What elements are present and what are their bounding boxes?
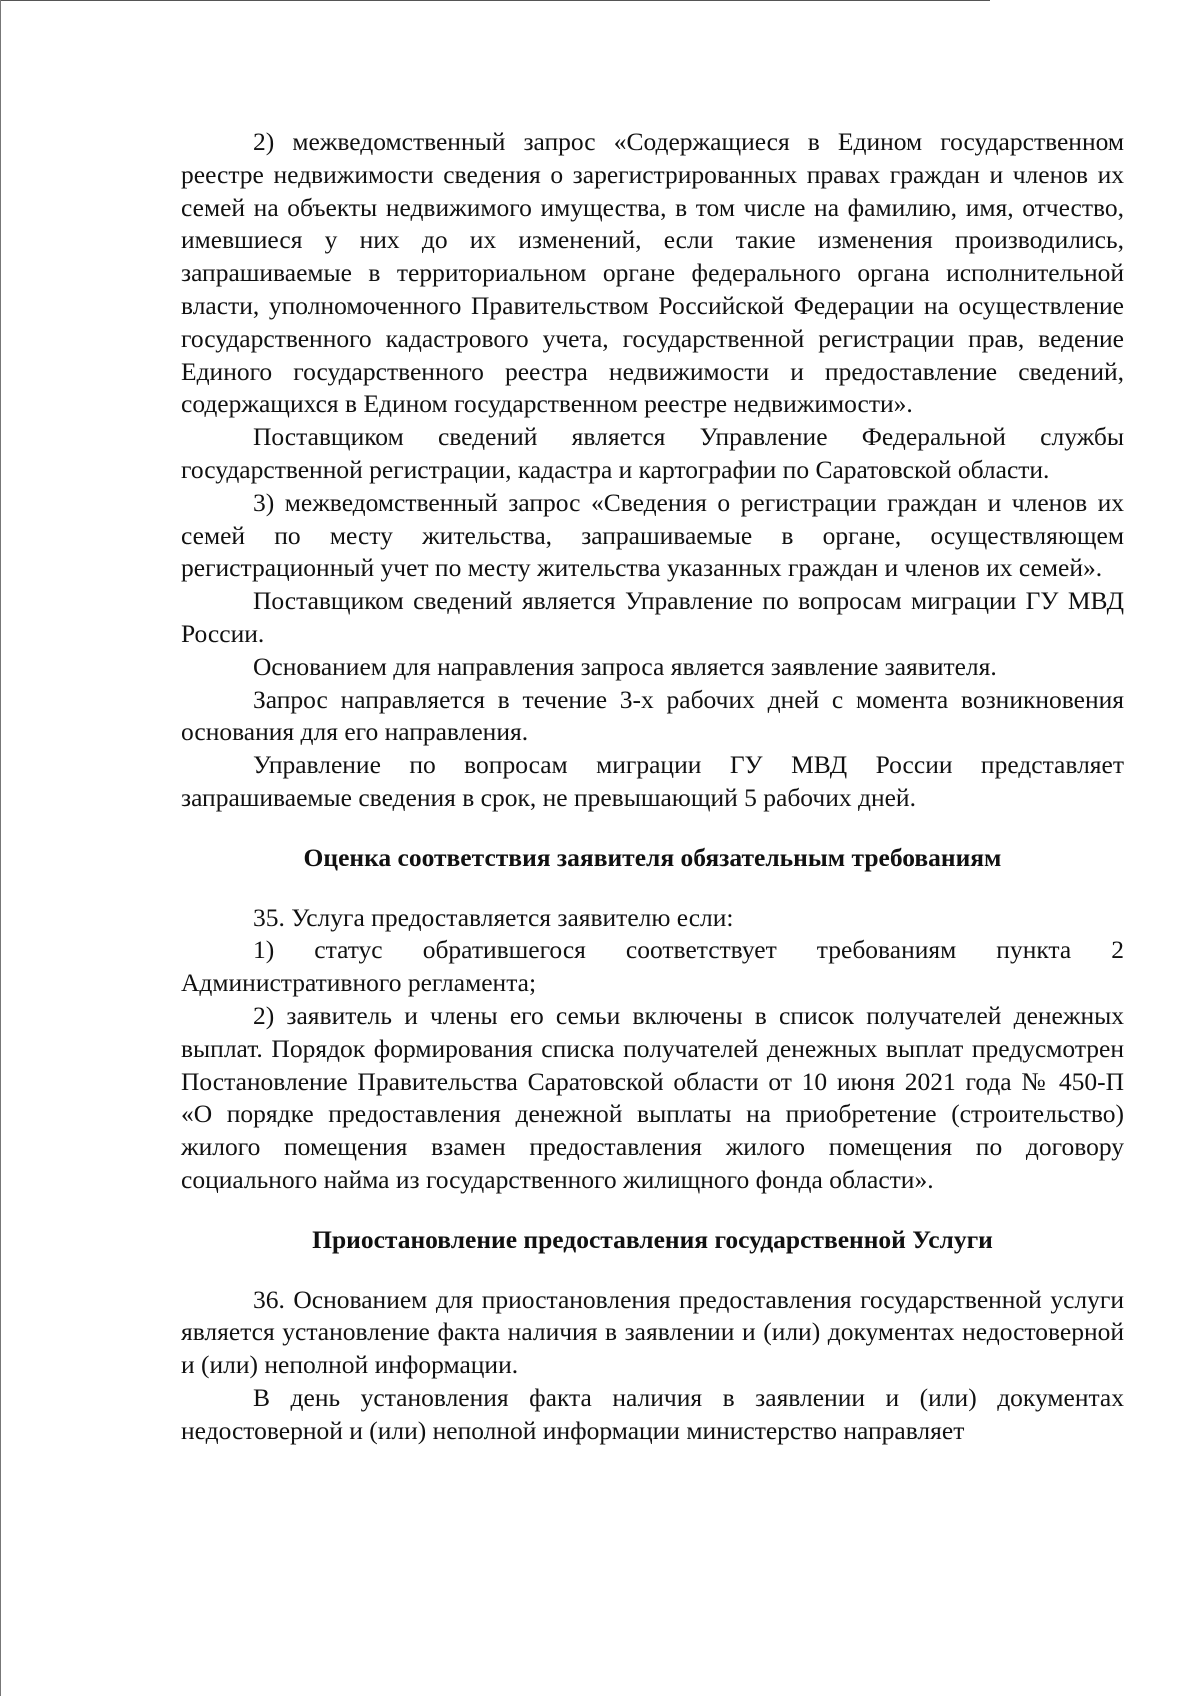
paragraph-item-36: 36. Основанием для приостановления предоставления государственной услуги является установление факта наличия в заявлении и (или) документах недостоверной и (или) неполной информации.: [181, 1284, 1124, 1380]
paragraph-migration-response: Управление по вопросам миграции ГУ МВД России представляет запрашиваемые сведения в срок, не превышающий 5 рабочих дней.: [181, 750, 1124, 812]
paragraph-request-deadline: Запрос направляется в течение 3-х рабочих дней с момента возникновения основания для его направления.: [181, 684, 1124, 747]
paragraph-item-35-2: 2) заявитель и члены его семьи включены в список получателей денежных выплат. Порядок формирования списка получателей денежных выплат предусмотрен Постановление Правительства Саратовской области от 10 июня 2021 года № 450-П «О порядке предоставления денежной выплаты на приобретение (строительство) жилого помещения взамен предоставления жилого помещения по договору социального найма из государственного жилищного фонда области».: [181, 1000, 1124, 1194]
document-body: [181, 126, 1124, 1447]
spacer: [181, 1197, 1124, 1224]
spacer: [181, 1257, 1124, 1284]
scan-top-edge: [0, 0, 990, 1]
section-heading-compliance: Оценка соответствия заявителя обязательным требованиям: [303, 842, 1002, 872]
scan-left-edge: [0, 0, 1, 1696]
section-heading-suspension: Приостановление предоставления государственной Услуги: [312, 1224, 993, 1254]
paragraph-request-basis: Основанием для направления запроса является заявление заявителя.: [253, 651, 997, 681]
paragraph-interagency-request-3: 3) межведомственный запрос «Сведения о регистрации граждан и членов их семей по месту жительства, запрашиваемые в органе, осуществляющем регистрационный учет по месту жительства указанных граждан и членов их семей».: [181, 487, 1124, 583]
paragraph-interagency-request-2: 2) межведомственный запрос «Содержащиеся в Едином государственном реестре недвижимости сведения о зарегистрированных правах граждан и членов их семей на объекты недвижимого имущества, в том числе на фамилию, имя, отчество, имевшиеся у них до их изменений, если такие изменения производились, запрашиваемые в территориальном органе федерального органа исполнительной власти, уполномоченного Правительством Российской Федерации на осуществление государственного кадастрового учета, государственной регистрации прав, ведение Единого государственного реестра недвижимости и предоставление сведений, содержащихся в Едином государственном реестре недвижимости».: [181, 127, 1124, 419]
spacer: [181, 815, 1124, 842]
spacer: [181, 875, 1124, 902]
paragraph-supplier-rosreestr: Поставщиком сведений является Управление Федеральной службы государственной регистрации, кадастра и картографии по Саратовской области.: [181, 422, 1124, 484]
paragraph-suspension-day: В день установления факта наличия в заявлении и (или) документах недостоверной и (или) неполной информации министерство направляет: [181, 1382, 1124, 1445]
paragraph-supplier-migration: Поставщиком сведений является Управление по вопросам миграции ГУ МВД России.: [181, 586, 1124, 648]
paragraph-item-35: 35. Услуга предоставляется заявителю если:: [253, 902, 734, 932]
paragraph-item-35-1: 1) статус обратившегося соответствует требованиям пункта 2 Административного регламента;: [181, 935, 1124, 998]
